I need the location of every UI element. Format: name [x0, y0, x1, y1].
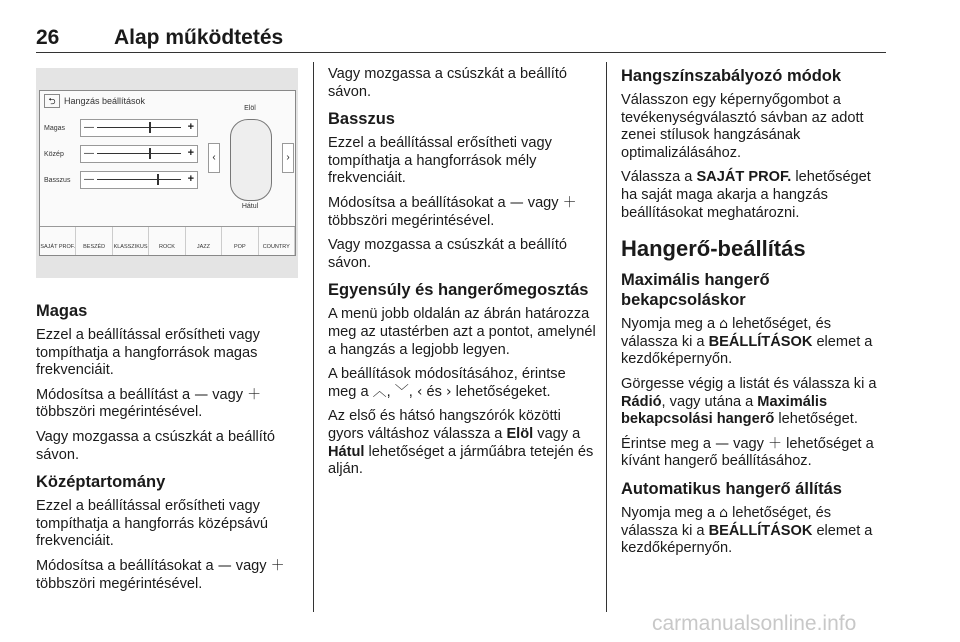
home-icon: ⌂ [719, 316, 729, 333]
car-icon [230, 119, 272, 201]
paragraph: A menü jobb oldalán az ábrán határozza meg az utastérben azt a pontot, amelynél a hangzás a legjobb legyen. [328, 306, 596, 358]
plus-icon: + [187, 147, 194, 159]
paragraph: Válassza a SAJÁT PROF. lehetőséget ha saját maga akarja a hangzás beállításokat meghatározni. [621, 169, 871, 221]
preset-item: JAZZ [186, 227, 222, 255]
section-heading-kozep: Középtartomány [36, 473, 166, 492]
slider-knob [149, 148, 151, 159]
chevron-left-icon: ‹ [208, 143, 220, 173]
paragraph: Görgesse végig a listát és válassza ki a Rádió, vagy utána a Maximális bekapcsolási hangerő lehetőséget. [621, 375, 877, 428]
chevron-right-icon: › [282, 143, 294, 173]
paragraph: Módosítsa a beállítást a — vagy ＋ többszöri megérintésével. [36, 386, 262, 421]
sound-settings-screenshot [36, 68, 298, 278]
plus-icon: ＋ [562, 194, 577, 211]
minus-icon: — [509, 194, 524, 211]
chevron-right-icon: › [445, 383, 452, 400]
chevron-up-icon: ︿ [372, 383, 387, 400]
paragraph: Nyomja meg a ⌂ lehetőséget, és válassza ki a BEÁLLÍTÁSOK elemet a kezdőképernyőn. [621, 316, 873, 368]
paragraph: Vagy mozgassa a csúszkát a beállító sávon. [328, 66, 568, 100]
column-2 [328, 66, 596, 486]
slider-track [97, 153, 181, 154]
column-divider [606, 62, 607, 612]
paragraph: Vagy mozgassa a csúszkát a beállító sávon. [36, 428, 276, 463]
paragraph: Az első és hátsó hangszórók közötti gyors váltáshoz válassza a Elöl vagy a Hátul lehetőséget a járműábra tetején és alján. [328, 408, 594, 478]
section-heading-magas: Magas [36, 302, 88, 320]
page-header [36, 26, 886, 53]
plus-icon: + [187, 173, 194, 185]
plus-icon: + [187, 121, 194, 133]
plus-icon: ＋ [247, 386, 262, 403]
section-heading-basszus: Basszus [328, 110, 395, 129]
plus-icon: ＋ [768, 435, 783, 452]
slider-knob [157, 174, 159, 185]
paragraph: Vagy mozgassa a csúszkát a beállító sávon. [328, 237, 568, 271]
minus-icon: — [84, 122, 94, 133]
preset-item: COUNTRY [259, 227, 295, 255]
preset-item: KLASSZIKUS [113, 227, 149, 255]
paragraph: Nyomja meg a ⌂ lehetőséget, és válassza ki a BEÁLLÍTÁSOK elemet a kezdőképernyőn. [621, 504, 873, 557]
chevron-down-icon: ﹀ [394, 383, 409, 400]
paragraph: A beállítások módosításához, érintse meg a ︿, ﹀, ‹ és › lehetőségeket. [328, 366, 566, 400]
page-number: 26 [36, 26, 60, 49]
slider-track [97, 127, 181, 128]
minus-icon: — [84, 174, 94, 185]
paragraph: Ezzel a beállítással erősítheti vagy tompíthatja a hangforrások magas frekvenciáit. [36, 327, 260, 379]
slider [80, 171, 198, 189]
paragraph: Ezzel a beállítással erősítheti vagy tompíthatja a hangforrás középsávú frekvenciáit. [36, 498, 269, 550]
preset-item: POP [222, 227, 258, 255]
preset-item: SAJÁT PROF. [40, 227, 76, 255]
screen-frame [39, 90, 296, 256]
minus-icon: — [217, 557, 232, 574]
section-heading-auto: Automatikus hangerő állítás [621, 479, 842, 498]
row-label: Magas [44, 125, 66, 132]
rear-label: Hátul [241, 203, 259, 210]
minus-icon: — [194, 386, 209, 403]
paragraph: Válasszon egy képernyőgombot a tevékenységválasztó sávban az adott zenei stílusok hangzásának optimalizálásához. [621, 92, 864, 161]
preset-bar [40, 226, 295, 255]
section-heading-modok: Hangszínszabályozó módok [621, 67, 842, 85]
paragraph: Módosítsa a beállításokat a — vagy ＋ többszöri megérintésével. [36, 557, 285, 592]
column-3 [621, 66, 889, 565]
minus-icon: — [84, 148, 94, 159]
slider-track [97, 179, 181, 180]
paragraph: Ezzel a beállítással erősítheti vagy tompíthatja a hangforrások mély frekvenciáit. [328, 135, 552, 187]
slider [80, 119, 198, 137]
preset-item: ROCK [149, 227, 185, 255]
plus-icon: ＋ [270, 557, 285, 574]
section-heading-hangero: Hangerő-beállítás [621, 236, 806, 262]
row-label: Közép [44, 151, 64, 158]
column-divider [313, 62, 314, 612]
chevron-left-icon: ‹ [416, 383, 423, 400]
minus-icon: — [715, 435, 730, 452]
chapter-title: Alap működtetés [114, 26, 284, 49]
slider-knob [149, 122, 151, 133]
front-label: Elöl [244, 105, 256, 112]
section-heading-egyensuly: Egyensúly és hangerőmegosztás [328, 281, 589, 300]
row-label: Basszus [44, 177, 71, 184]
watermark: carmanualsonline.info [652, 612, 857, 635]
slider [80, 145, 198, 163]
preset-item: BESZÉD [76, 227, 112, 255]
home-icon: ⌂ [719, 504, 729, 521]
back-icon: ⮌ [44, 94, 60, 108]
paragraph: Módosítsa a beállításokat a — vagy ＋ többszöri megérintésével. [328, 194, 577, 229]
screen-title: Hangzás beállítások [64, 96, 146, 106]
paragraph: Érintse meg a — vagy ＋ lehetőséget a kívánt hangerő beállításához. [621, 435, 874, 470]
section-heading-max: Maximális hangerő bekapcsoláskor [621, 271, 770, 310]
column-1 [36, 293, 302, 600]
